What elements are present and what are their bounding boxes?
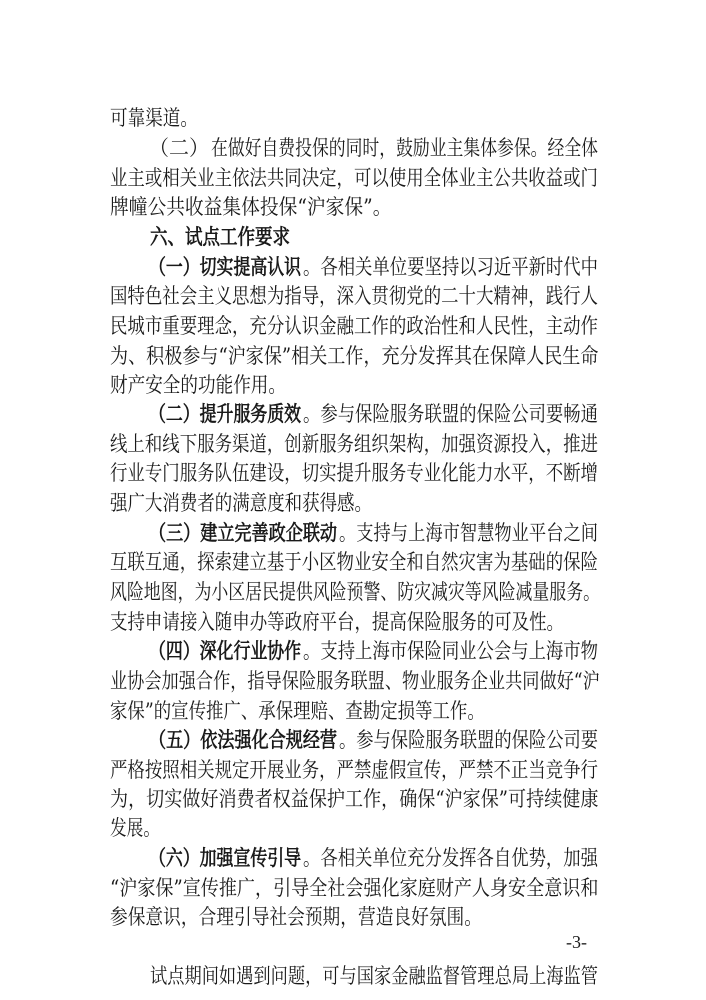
text-line <box>0 606 706 638</box>
text-line <box>0 517 706 549</box>
text-line <box>0 280 706 312</box>
line-text: 为、积极参与“沪家保”相关工作，充分发挥其在保障人民生命 <box>110 344 599 368</box>
text-line <box>0 754 706 786</box>
line-text: 可靠渠道。 <box>110 106 199 130</box>
line-text: 严格按照相关规定开展业务，严禁虚假宣传，严禁不正当竞争行 <box>110 758 598 782</box>
text-line <box>0 783 706 815</box>
line-text: 发展。 <box>110 816 161 840</box>
text-line <box>0 872 706 904</box>
line-text: 。各相关单位充分发挥各自优势，加强 <box>303 846 598 870</box>
line-text: 试点期间如遇到问题，可与国家金融监督管理总局上海监管 <box>150 964 598 988</box>
text-line <box>0 428 706 460</box>
line-text: 财产安全的功能作用。 <box>110 373 287 397</box>
text-line <box>0 665 706 697</box>
line-text: 。各相关单位要坚持以习近平新时代中 <box>303 255 598 279</box>
line-text: 。参与保险服务联盟的保险公司要畅通 <box>303 402 598 426</box>
line-heading: （一）切实提高认识 <box>149 255 301 279</box>
text-line <box>0 724 706 756</box>
text-line <box>0 635 706 667</box>
line-text: （二） <box>149 136 210 160</box>
text-line <box>0 398 706 430</box>
line-text: 参保意识，合理引导社会预期，营造良好氛围。 <box>110 905 482 929</box>
line-text: 为，切实做好消费者权益保护工作，确保“沪家保”可持续健康 <box>110 787 599 811</box>
text-line <box>0 695 706 727</box>
line-text: 牌幢公共收益集体投保“沪家保”。 <box>110 195 392 219</box>
line-text: 业主或相关业主依法共同决定，可以使用全体业主公共收益或门 <box>110 166 598 190</box>
line-text: 互联互通，探索建立基于小区物业安全和自然灾害为基础的保险 <box>110 550 598 574</box>
text-line <box>0 960 706 992</box>
line-text: 。参与保险服务联盟的保险公司要 <box>339 728 598 752</box>
section-heading <box>0 221 706 253</box>
line-text: 。支持上海市保险同业公会与上海市物 <box>303 639 598 663</box>
line-heading: （三）建立完善政企联动 <box>149 521 338 545</box>
text-line <box>0 812 706 844</box>
line-text: 。支持与上海市智慧物业平台之间 <box>339 521 598 545</box>
line-text: 行业专门服务队伍建设，切实提升服务专业化能力水平，不断增 <box>110 461 598 485</box>
text-line <box>0 487 706 519</box>
line-text: 民城市重要理念，充分认识金融工作的政治性和人民性，主动作 <box>110 314 598 338</box>
text-line <box>0 842 706 874</box>
line-text: 家保”的宣传推广、承保理赔、查勘定损等工作。 <box>110 699 485 723</box>
text-line <box>0 310 706 342</box>
line-text: 线上和线下服务渠道，创新服务组织架构，加强资源投入，推进 <box>110 432 598 456</box>
line-text: 强广大消费者的满意度和获得感。 <box>110 491 372 515</box>
text-line <box>0 191 706 223</box>
line-text: 国特色社会主义思想为指导，深入贯彻党的二十大精神，践行人 <box>110 284 598 308</box>
text-line <box>0 576 706 608</box>
line-text: 支持申请接入随申办等政府平台，提高保险服务的可及性。 <box>110 610 564 634</box>
text-line <box>0 102 706 134</box>
section-heading-text: 六、试点工作要求 <box>150 225 290 249</box>
text-line <box>0 369 706 401</box>
text-line <box>0 251 706 283</box>
text-line <box>0 457 706 489</box>
line-heading: （四）深化行业协作 <box>149 639 301 663</box>
line-heading: （五）依法强化合规经营 <box>149 728 338 752</box>
text-line <box>0 546 706 578</box>
line-text: 在做好自费投保的同时，鼓励业主集体参保。经全体 <box>211 136 598 160</box>
line-heading: （二）提升服务质效 <box>149 402 301 426</box>
text-line <box>0 340 706 372</box>
line-text: 风险地图，为小区居民提供风险预警、防灾减灾等风险减量服务。 <box>110 580 601 604</box>
line-heading: （六）加强宣传引导 <box>149 846 301 870</box>
page-number: -3- <box>566 932 587 952</box>
line-text: “沪家保”宣传推广，引导全社会强化家庭财产人身安全意识和 <box>110 876 599 900</box>
text-line <box>0 132 706 164</box>
text-line <box>0 162 706 194</box>
line-text: 业协会加强合作，指导保险服务联盟、物业服务企业共同做好“沪 <box>110 669 600 693</box>
